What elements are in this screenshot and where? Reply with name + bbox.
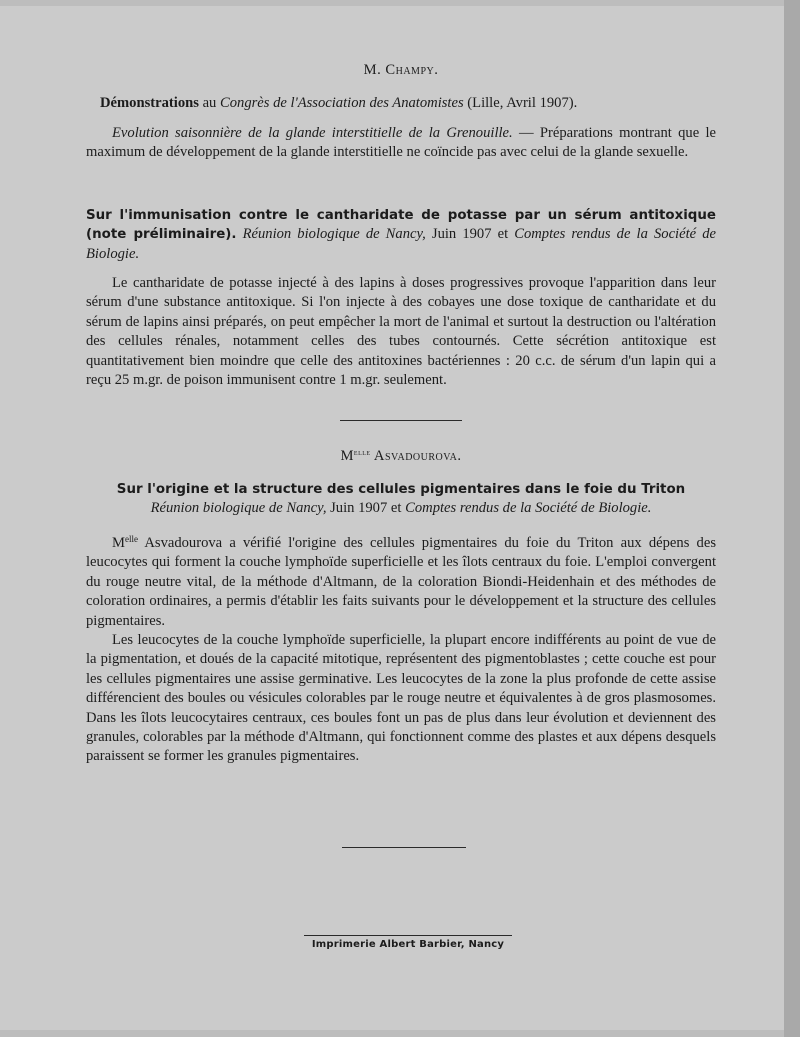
demonstrations-rest: (Lille, Avril 1907). [463,95,578,111]
document-page [0,6,784,1030]
demonstrations-line [100,94,716,113]
triton-paragraph-2: Les leucocytes de la couche lymphoïde superficielle, la plupart encore indifférents au point de vue de la pigmentation, et doués de la capacité mitotique, représentent des pigmentoblastes ; cette couche est pour les cellules pigmentaires une assise germinative. Les leucocytes de la zone la plus profonde de cette assise différencient des boules ou vésicules colorables par le rouge neutre et équivalentes à de gros plasmosomes. Dans les îlots leucocytaires centraux, ces boules font un pas de plus dans leur évolution et deviennent des granules, colorables par la méthode d'Altmann, qui fonctionnent comme des plastes et aux dépens desquels paraissent se former les granules pigmentaires. [86,632,716,765]
demonstrations-congres: Congrès de l'Association des Anatomistes [220,95,464,111]
immunisation-date: Juin 1907 et [425,226,515,243]
demonstrations-bold: Démonstrations [100,95,199,111]
p1-text: Asvadourova a vérifié l'origine des cellules pigmentaires du foie du Triton aux dépens des leucocytes qui forment la couche lymphoïde superficielle et les îlots centraux du foie. L'emploi convergent du rouge neutre vital, de la méthode d'Altmann, de la coloration Biondi-Heidenhain et des méthodes de coloration ordinaires, a permis d'établir les faits suivants pour le développement et la structure des cellules pigmentaires. [86,535,716,629]
author-prefix: M [340,448,354,464]
triton-paragraph-1 [86,530,716,631]
triton-comptes: Comptes rendus de la Société de Biologie. [405,500,652,517]
demonstrations-au: au [198,95,220,111]
end-divider [342,847,466,848]
immunisation-heading [86,206,716,264]
printer-imprint: Imprimerie Albert Barbier, Nancy [311,939,505,950]
section-divider [340,420,462,421]
immunisation-comptes: Comptes rendus de la Société de Biologie. [86,226,716,262]
footer-rule [304,935,512,936]
immunisation-title: Sur l'immunisation contre le cantharidate de potasse par un sérum antitoxique (note préliminaire). [86,208,716,243]
author-champy: M. Champy. [363,62,439,78]
author-name: Asvadourova. [370,448,462,464]
immunisation-paragraph: Le cantharidate de potasse injecté à des lapins à doses progressives provoque l'apparition dans leur sérum d'une substance antitoxique. Si l'on injecte à des cobayes une dose toxique de cantharidate et du sérum de lapins ainsi préparés, on peut empêcher la mort de l'animal et surtout la destruction ou l'altération des cellules rénales, notamment celles des tubes contournés. Cette sécrétion antitoxique est quantitativement bien moindre que celle des antitoxines bactériennes : 20 c.c. de sérum d'un lapin qui a reçu 25 m.gr. de poison immunisent contre 1 m.gr. seulement. [86,275,716,389]
evolution-text: — Préparations montrant que le maximum de développement de la glande interstitielle ne coïncide pas avec celui de la glande sexuelle. [86,125,716,161]
triton-title: Sur l'origine et la structure des cellules pigmentaires dans le foie du Triton [116,482,686,497]
triton-heading [86,480,716,519]
triton-date: Juin 1907 et [326,500,406,517]
triton-reunion: Réunion biologique de Nancy, [150,500,327,517]
p1-sup: elle [124,534,138,544]
evolution-paragraph [86,124,716,163]
scan-edge [784,0,800,1037]
p1-prefix: M [112,535,125,551]
author-asvadourova [86,447,716,465]
author-sup: elle [353,447,371,457]
immunisation-reunion: Réunion biologique de Nancy, [242,226,426,243]
evolution-title: Evolution saisonnière de la glande interstitielle de la Grenouille. [112,125,513,141]
